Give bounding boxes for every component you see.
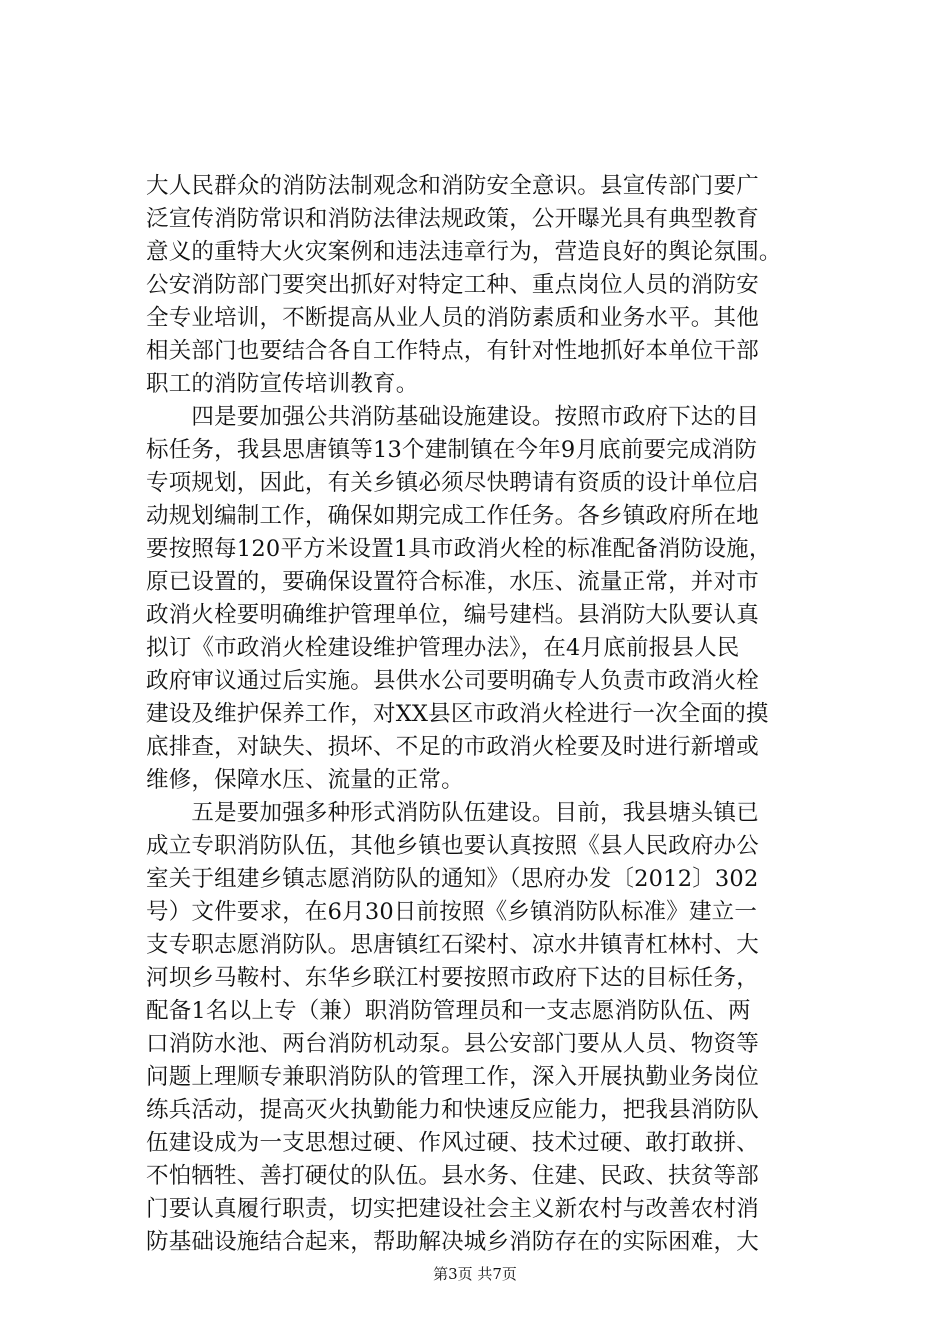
text-line: 要按照每120平方米设置1具市政消火栓的标准配备消防设施，: [146, 536, 772, 562]
text-line: 动规划编制工作，确保如期完成工作任务。各乡镇政府所在地: [146, 503, 759, 529]
text-line: 配备1名以上专（兼）职消防管理员和一支志愿消防队伍、两: [146, 998, 751, 1024]
text-line: 问题上理顺专兼职消防队的管理工作，深入开展执勤业务岗位: [146, 1064, 759, 1090]
text-line: 政消火栓要明确维护管理单位，编号建档。县消防大队要认真: [146, 602, 759, 628]
text-line: 原已设置的，要确保设置符合标准，水压、流量正常，并对市: [146, 569, 759, 595]
text-line: 职工的消防宣传培训教育。: [146, 371, 419, 397]
text-line: 大人民群众的消防法制观念和消防安全意识。县宣传部门要广: [146, 173, 759, 199]
text-line: 政府审议通过后实施。县供水公司要明确专人负责市政消火栓: [146, 668, 759, 694]
text-line: 相关部门也要结合各自工作特点，有针对性地抓好本单位干部: [146, 338, 759, 364]
text-line: 拟订《市政消火栓建设维护管理办法》，在4月底前报县人民: [146, 635, 740, 661]
text-line: 室关于组建乡镇志愿消防队的通知》（思府办发〔2012〕302: [146, 866, 759, 892]
text-line: 口消防水池、两台消防机动泵。县公安部门要从人员、物资等: [146, 1031, 759, 1057]
text-line: 底排查，对缺失、损坏、不足的市政消火栓要及时进行新增或: [146, 734, 759, 760]
text-line: 成立专职消防队伍，其他乡镇也要认真按照《县人民政府办公: [146, 833, 759, 859]
text-line: 河坝乡马鞍村、东华乡联江村要按照市政府下达的目标任务，: [146, 965, 759, 991]
text-line: 专项规划，因此，有关乡镇必须尽快聘请有资质的设计单位启: [146, 470, 759, 496]
text-line: 不怕牺牲、善打硬仗的队伍。县水务、住建、民政、扶贫等部: [146, 1163, 759, 1189]
text-line: 门要认真履行职责，切实把建设社会主义新农村与改善农村消: [146, 1196, 759, 1222]
text-line: 全专业培训，不断提高从业人员的消防素质和业务水平。其他: [146, 305, 759, 331]
text-line: 标任务，我县思唐镇等13个建制镇在今年9月底前要完成消防: [146, 437, 758, 463]
text-line: 公安消防部门要突出抓好对特定工种、重点岗位人员的消防安: [146, 272, 759, 298]
body-text: [146, 170, 836, 1259]
text-line: 练兵活动，提高灭火执勤能力和快速反应能力，把我县消防队: [146, 1097, 759, 1123]
text-line: 号）文件要求，在6月30日前按照《乡镇消防队标准》建立一: [146, 899, 758, 925]
text-line: 意义的重特大火灾案例和违法违章行为，营造良好的舆论氛围。: [146, 239, 782, 265]
text-line: 泛宣传消防常识和消防法律法规政策，公开曝光具有典型教育: [146, 206, 759, 232]
paragraph-start-line: 五是要加强多种形式消防队伍建设。目前，我县塘头镇已: [146, 800, 759, 826]
text-line: 维修，保障水压、流量的正常。: [146, 767, 464, 793]
text-line: 防基础设施结合起来，帮助解决城乡消防存在的实际困难，大: [146, 1229, 759, 1255]
paragraph-start-line: 四是要加强公共消防基础设施建设。按照市政府下达的目: [146, 404, 759, 430]
text-line: 支专职志愿消防队。思唐镇红石梁村、凉水井镇青杠林村、大: [146, 932, 759, 958]
text-line: 伍建设成为一支思想过硬、作风过硬、技术过硬、敢打敢拼、: [146, 1130, 759, 1156]
page-number-footer: 第3页 共7页: [433, 1265, 517, 1283]
text-line: 建设及维护保养工作，对XX县区市政消火栓进行一次全面的摸: [146, 701, 769, 727]
